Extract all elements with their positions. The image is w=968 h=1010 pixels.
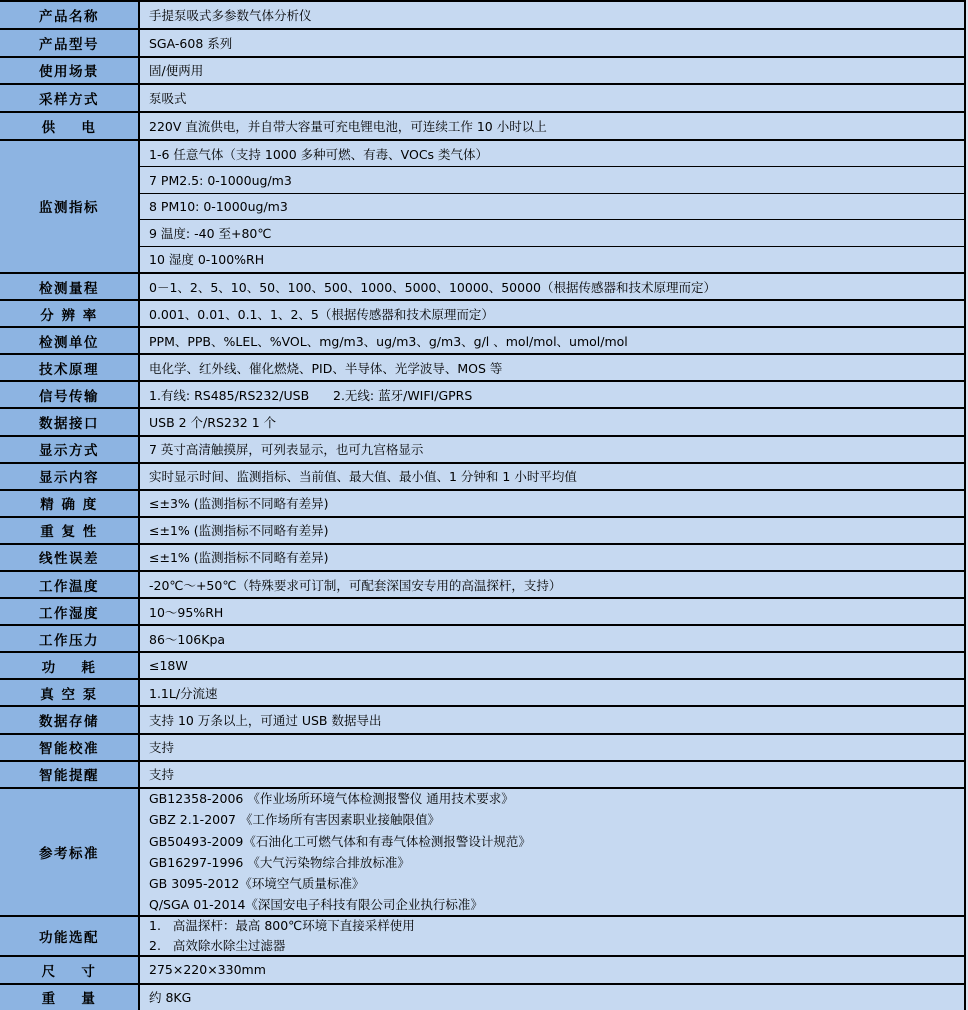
table-row-detection-range [0,274,964,301]
row-label: 参考标准 [0,789,140,915]
table-row-dimensions [0,957,964,985]
table-row-reference-standards [0,789,964,917]
row-label: 尺 寸 [0,957,140,983]
table-row-model [0,30,964,58]
table-row-optional-features [0,917,964,957]
table-row-data-storage [0,707,964,734]
row-value: 86～106Kpa [140,626,964,651]
row-label: 智能提醒 [0,762,140,787]
row-value: PPM、PPB、%LEL、%VOL、mg/m3、ug/m3、g/m3、g/l 、mol/mol、umol/mol [140,328,964,353]
row-value: USB 2 个/RS232 1 个 [140,409,964,434]
row-label: 产品型号 [0,30,140,56]
row-label: 重 量 [0,985,140,1010]
row-value: 0－1、2、5、10、50、100、500、1000、5000、10000、50000（根据传感器和技术原理而定） [140,274,964,299]
table-row-weight [0,985,964,1010]
row-label: 使用场景 [0,58,140,84]
table-row-resolution [0,301,964,328]
optional-feature-line: 2. 高效除水除尘过滤器 [149,937,286,953]
row-value: 7 英寸高清触摸屏，可列表显示，也可九宫格显示 [140,437,964,462]
row-value: SGA-608 系列 [140,30,964,56]
row-value: 275×220×330mm [140,957,964,983]
row-label: 技术原理 [0,355,140,380]
row-label: 信号传输 [0,382,140,407]
row-value: 泵吸式 [140,85,964,111]
monitoring-item: 7 PM2.5: 0-1000ug/m3 [140,167,964,193]
row-label: 真 空 泵 [0,680,140,705]
standard-line: GBZ 2.1-2007 《工作场所有害因素职业接触限值》 [149,812,440,828]
row-value: 支持 10 万条以上，可通过 USB 数据导出 [140,707,964,732]
row-label: 工作湿度 [0,599,140,624]
row-value: 支持 [140,762,964,787]
row-label: 功能选配 [0,917,140,955]
row-label: 显示内容 [0,464,140,489]
row-value: ≤±1% (监测指标不同略有差异) [140,518,964,543]
row-value: ≤±3% (监测指标不同略有差异) [140,491,964,516]
row-label: 精 确 度 [0,491,140,516]
table-row-power-supply [0,113,964,141]
row-value: 实时显示时间、监测指标、当前值、最大值、最小值、1 分钟和 1 小时平均值 [140,464,964,489]
row-label: 重 复 性 [0,518,140,543]
table-row-detection-units [0,328,964,355]
table-row-smart-calibration [0,735,964,762]
monitoring-item: 9 温度: -40 至+80℃ [140,220,964,246]
row-value: 220V 直流供电，并自带大容量可充电锂电池，可连续工作 10 小时以上 [140,113,964,139]
row-value: ≤±1% (监测指标不同略有差异) [140,545,964,570]
row-value: 支持 [140,735,964,760]
table-row-display-content [0,464,964,491]
row-value-group [140,141,964,272]
table-row-usage-scene [0,58,964,86]
monitoring-item: 10 湿度 0-100%RH [149,252,265,268]
table-row-monitoring-indicators [0,141,964,274]
row-label: 产品名称 [0,2,140,28]
row-label: 工作压力 [0,626,140,651]
row-label: 功 耗 [0,653,140,678]
row-value-group [140,789,964,915]
row-label: 检测单位 [0,328,140,353]
row-value: 固/便两用 [140,58,964,84]
monitoring-item: 8 PM10: 0-1000ug/m3 [140,194,964,220]
row-value: 1.1L/分流速 [140,680,964,705]
standard-line: GB 3095-2012《环境空气质量标准》 [149,875,365,891]
table-row-vacuum-pump [0,680,964,707]
row-value-group [140,917,964,955]
standard-line: GB16297-1996 《大气污染物综合排放标准》 [149,854,410,870]
table-row-smart-reminder [0,762,964,789]
table-row-working-humidity [0,599,964,626]
row-value: ≤18W [140,653,964,678]
row-value: 10～95%RH [140,599,964,624]
table-row-working-pressure [0,626,964,653]
row-label: 线性误差 [0,545,140,570]
table-row-repeatability [0,518,964,545]
standard-line: Q/SGA 01-2014《深国安电子科技有限公司企业执行标准》 [149,897,483,913]
optional-feature-line: 1. 高温探杆：最高 800℃环境下直接采样使用 [149,917,415,933]
row-label: 采样方式 [0,85,140,111]
table-row-display-mode [0,437,964,464]
table-row-product-name [0,2,964,30]
table-row-power-consumption [0,653,964,680]
row-label: 显示方式 [0,437,140,462]
row-label: 数据存储 [0,707,140,732]
table-row-technical-principle [0,355,964,382]
table-row-data-interface [0,409,964,436]
row-label: 智能校准 [0,735,140,760]
row-label: 监测指标 [0,141,140,272]
table-row-accuracy [0,491,964,518]
row-label: 数据接口 [0,409,140,434]
row-label: 供 电 [0,113,140,139]
monitoring-item: 1-6 任意气体（支持 1000 多种可燃、有毒、VOCs 类气体） [140,141,964,167]
table-row-linearity-error [0,545,964,572]
row-value: 电化学、红外线、催化燃烧、PID、半导体、光学波导、MOS 等 [140,355,964,380]
row-value: 0.001、0.01、0.1、1、2、5（根据传感器和技术原理而定） [140,301,964,326]
table-row-signal-transmission [0,382,964,409]
row-value: 1.有线: RS485/RS232/USB 2.无线: 蓝牙/WIFI/GPRS [140,382,964,407]
row-label: 检测量程 [0,274,140,299]
table-row-sampling-method [0,85,964,113]
standard-line: GB50493-2009《石油化工可燃气体和有毒气体检测报警设计规范》 [149,833,531,849]
standard-line: GB12358-2006 《作业场所环境气体检测报警仪 通用技术要求》 [149,791,514,807]
table-row-working-temperature [0,572,964,599]
row-label: 分 辨 率 [0,301,140,326]
row-value: 手提泵吸式多参数气体分析仪 [140,2,964,28]
row-value: 约 8KG [140,985,964,1010]
row-label: 工作温度 [0,572,140,597]
row-value: -20℃～+50℃（特殊要求可订制，可配套深国安专用的高温探杆，支持） [140,572,964,597]
